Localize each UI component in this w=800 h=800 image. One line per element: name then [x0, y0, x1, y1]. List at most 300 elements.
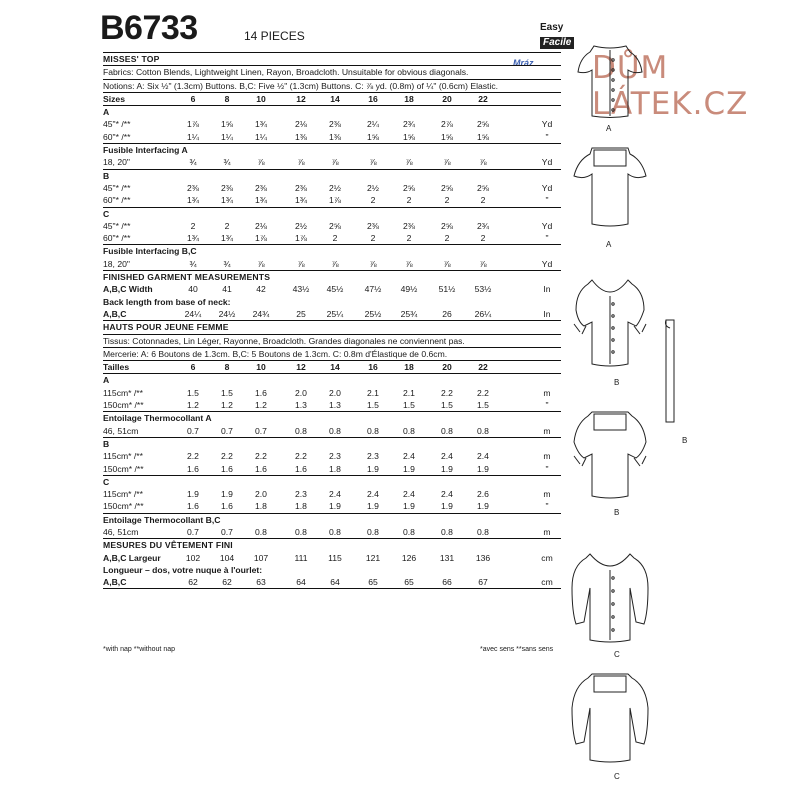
chart-line — [103, 564, 561, 576]
size-cell: 40 — [188, 284, 198, 295]
size-cell: 1.9 — [477, 463, 489, 474]
line-label: 60"* /** — [103, 233, 131, 244]
size-cell: 1.9 — [403, 501, 415, 512]
size-cell: 0.8 — [367, 425, 379, 436]
size-cell: 18 — [404, 362, 414, 373]
size-cell: 1.8 — [329, 463, 341, 474]
line-label: 45"* /** — [103, 119, 131, 130]
line-label: 45"* /** — [103, 220, 131, 231]
size-cell: 1.6 — [255, 463, 267, 474]
size-cell: 2⅝ — [441, 220, 453, 231]
chart-line — [103, 526, 561, 539]
line-label: Notions: A: Six ½" (1.3cm) Buttons. B,C: Five ½" (1.3cm) Buttons. C: ⅞ yd. (0.8m) of ¼" (0.6cm) Elastic. — [103, 80, 499, 91]
size-cell: 1.9 — [367, 463, 379, 474]
size-cell: 67 — [478, 577, 488, 588]
chart-line — [103, 296, 561, 308]
line-label: A,B,C Largeur — [103, 552, 161, 563]
line-label: Mercerie: A: 6 Boutons de 1.3cm. B,C: 5 Boutons de 1.3cm. C: 0.8m d'Élastique de 0.6cm. — [103, 348, 448, 359]
line-label: Back length from base of neck: — [103, 296, 231, 307]
size-cell: 41 — [222, 284, 232, 295]
size-cell: 22 — [478, 93, 488, 104]
size-cell: 2.0 — [329, 387, 341, 398]
size-cell: 1⅝ — [367, 131, 379, 142]
view-b-front-illustration — [570, 274, 650, 374]
line-label: C — [103, 476, 110, 487]
size-cell: 1⅜ — [295, 131, 307, 142]
pattern-code: B6733 — [100, 9, 198, 47]
view-c-front-illustration — [568, 548, 652, 648]
size-cell: 2.4 — [477, 451, 489, 462]
size-cell: ⅞ — [443, 258, 451, 269]
line-label: 150cm* /** — [103, 463, 144, 474]
size-cell: 0.7 — [187, 526, 199, 537]
size-cell: 1.2 — [255, 400, 267, 411]
size-cell: 2.3 — [295, 489, 307, 500]
size-cell: 14 — [330, 93, 340, 104]
size-cell: 20 — [442, 362, 452, 373]
unit-cell: " — [545, 463, 549, 474]
size-cell: 0.8 — [477, 526, 489, 537]
chart-line — [103, 425, 561, 438]
line-label: 115cm* /** — [103, 451, 143, 462]
size-cell: 26¼ — [474, 308, 492, 319]
size-cell: 8 — [224, 362, 230, 373]
size-cell: 66 — [442, 577, 452, 588]
footnote-fr: *avec sens **sans sens — [480, 646, 554, 653]
size-cell: 1¼ — [255, 131, 267, 142]
size-cell: 2.0 — [295, 387, 307, 398]
size-cell: 16 — [368, 362, 378, 373]
size-cell: ⅞ — [443, 157, 451, 168]
size-cell: 2 — [406, 233, 412, 244]
size-cell: 1.9 — [477, 501, 489, 512]
size-cell: 1.5 — [403, 400, 415, 411]
chart-line — [103, 308, 561, 321]
unit-cell: Yd — [541, 220, 553, 231]
chart-line — [103, 321, 561, 334]
size-cell: 1⅝ — [441, 131, 453, 142]
size-cell: 131 — [439, 552, 455, 563]
line-label: 46, 51cm — [103, 425, 139, 436]
view-label-c-front: C — [614, 650, 620, 659]
size-cell: 102 — [185, 552, 201, 563]
chart-line — [103, 552, 561, 564]
chart-line — [103, 220, 561, 232]
line-label: 150cm* /** — [103, 400, 144, 411]
size-cell: 2.2 — [187, 451, 199, 462]
size-cell: 6 — [190, 362, 196, 373]
line-label: 18, 20" — [103, 258, 130, 269]
size-cell: 0.8 — [295, 526, 307, 537]
size-cell: 2⅛ — [295, 119, 307, 130]
unit-cell: m — [543, 451, 551, 462]
size-cell: 1¾ — [255, 119, 267, 130]
size-cell: 2⅜ — [295, 182, 307, 193]
size-cell: 25¾ — [400, 308, 418, 319]
size-cell: 1¼ — [187, 131, 199, 142]
size-cell: 1.2 — [221, 400, 233, 411]
size-cell: ¾ — [223, 258, 231, 269]
size-cell: 10 — [256, 362, 266, 373]
size-cell: 0.7 — [221, 526, 233, 537]
view-a-front-illustration — [568, 142, 652, 232]
size-cell: 0.8 — [367, 526, 379, 537]
size-cell: 51½ — [438, 284, 456, 295]
unit-cell: Yd — [541, 258, 553, 269]
size-cell: ⅞ — [405, 258, 413, 269]
size-cell: 2¾ — [477, 220, 489, 231]
size-cell: 1⅞ — [187, 119, 199, 130]
line-label: Fabrics: Cotton Blends, Lightweight Linen, Rayon, Broadcloth. Unsuitable for obvious diagonals. — [103, 67, 469, 78]
size-cell: 62 — [222, 577, 232, 588]
line-label: A,B,C — [103, 577, 127, 588]
size-cell: 0.8 — [329, 425, 341, 436]
chart-line — [103, 232, 561, 245]
size-cell: 1.8 — [255, 501, 267, 512]
size-cell: 2.4 — [329, 489, 341, 500]
line-label: Fusible Interfacing A — [103, 145, 188, 156]
size-cell: 2¼ — [367, 119, 379, 130]
chart-line — [103, 412, 561, 424]
chart-line — [103, 106, 561, 118]
chart-line — [103, 144, 561, 156]
size-cell: 2.0 — [255, 489, 267, 500]
size-cell: 1.9 — [367, 501, 379, 512]
size-cell: 2⅝ — [403, 182, 415, 193]
size-cell: 2⅜ — [221, 182, 233, 193]
view-c-back-illustration — [568, 668, 652, 768]
size-cell: 1⅞ — [295, 233, 307, 244]
size-cell: 24¾ — [252, 308, 270, 319]
tie-belt-illustration — [660, 318, 694, 430]
size-cell: 2¾ — [403, 119, 415, 130]
unit-cell: m — [543, 387, 551, 398]
line-label: MESURES DU VÊTEMENT FINI — [103, 540, 233, 551]
size-cell: 1¾ — [221, 195, 233, 206]
chart-line — [103, 271, 561, 283]
unit-cell: m — [543, 526, 551, 537]
size-cell: 18 — [404, 93, 414, 104]
footnote-en: *with nap **without nap — [103, 646, 175, 653]
size-cell: 16 — [368, 93, 378, 104]
size-cell: 1.6 — [187, 463, 199, 474]
line-label: FINISHED GARMENT MEASUREMENTS — [103, 272, 271, 283]
size-cell: 2.4 — [441, 451, 453, 462]
size-cell: 0.7 — [187, 425, 199, 436]
size-cell: 20 — [442, 93, 452, 104]
chart-line — [103, 348, 561, 361]
line-label: A — [103, 375, 110, 386]
size-cell: 47½ — [364, 284, 382, 295]
size-cell: 2 — [444, 195, 450, 206]
line-label: 115cm* /** — [103, 387, 143, 398]
size-cell: 2.4 — [441, 489, 453, 500]
size-cell: 2⅜ — [367, 220, 379, 231]
size-cell: 24½ — [218, 308, 236, 319]
difficulty-fr: Facile — [540, 37, 574, 49]
line-label: Sizes — [103, 93, 125, 104]
size-cell: 64 — [296, 577, 306, 588]
size-cell: 1.9 — [329, 501, 341, 512]
size-cell: 1.6 — [221, 501, 233, 512]
chart-line — [103, 52, 561, 66]
chart-line — [103, 156, 561, 169]
view-label-b-belt: B — [682, 436, 688, 445]
chart-line — [103, 476, 561, 488]
size-cell: 45½ — [326, 284, 344, 295]
chart-line — [103, 208, 561, 220]
line-label: Tissus: Cotonnades, Lin Léger, Rayonne, Broadcloth. Grandes diagonales ne conviennent pas. — [103, 335, 465, 346]
size-cell: 2½ — [295, 220, 307, 231]
view-label-c-back: C — [614, 772, 620, 781]
size-cell: 62 — [188, 577, 198, 588]
size-cell: 10 — [256, 93, 266, 104]
size-cell: 0.8 — [255, 526, 267, 537]
size-cell: 2.6 — [477, 489, 489, 500]
unit-cell: Yd — [541, 182, 553, 193]
size-cell: 2½ — [329, 182, 341, 193]
chart-line — [103, 438, 561, 450]
size-cell: 1.3 — [295, 400, 307, 411]
chart-line — [103, 500, 561, 513]
size-cell: 25¼ — [326, 308, 344, 319]
size-cell: 1.2 — [187, 400, 199, 411]
size-cell: 2.2 — [441, 387, 453, 398]
unit-cell: m — [543, 489, 551, 500]
line-label: Entoilage Thermocollant B,C — [103, 514, 221, 525]
size-cell: 1¾ — [221, 233, 233, 244]
chart-line — [103, 361, 561, 374]
size-cell: 26 — [442, 308, 452, 319]
chart-line — [103, 283, 561, 295]
size-cell: 1.9 — [441, 501, 453, 512]
size-cell: 1⅞ — [329, 195, 341, 206]
size-cell: 1.9 — [441, 463, 453, 474]
size-cell: 2⅜ — [187, 182, 199, 193]
size-cell: 2 — [444, 233, 450, 244]
view-label-b-back: B — [614, 508, 620, 517]
line-label: Fusible Interfacing B,C — [103, 246, 197, 257]
size-cell: 65 — [404, 577, 414, 588]
size-cell: 65 — [368, 577, 378, 588]
size-cell: 0.8 — [403, 425, 415, 436]
line-label: 60"* /** — [103, 195, 131, 206]
size-cell: ⅞ — [257, 258, 265, 269]
size-cell: 1¼ — [221, 131, 233, 142]
chart-line — [103, 182, 561, 194]
view-label-a-front: A — [606, 240, 612, 249]
watermark-brand: DŮM LÁTEK.CZ — [592, 50, 749, 122]
size-cell: 1⅜ — [329, 131, 341, 142]
size-cell: 2.2 — [295, 451, 307, 462]
line-label: A,B,C Width — [103, 284, 153, 295]
size-cell: 2.1 — [367, 387, 379, 398]
size-cell: 2.4 — [403, 489, 415, 500]
size-cell: 2⅝ — [329, 220, 341, 231]
line-label: B — [103, 438, 110, 449]
size-cell: 2 — [224, 220, 230, 231]
size-cell: 1⅞ — [255, 233, 267, 244]
size-cell: 49½ — [400, 284, 418, 295]
size-cell: 8 — [224, 93, 230, 104]
line-label: 115cm* /** — [103, 489, 143, 500]
chart-line — [103, 245, 561, 257]
size-cell: 64 — [330, 577, 340, 588]
view-a-back-illustration — [570, 38, 650, 123]
size-cell: ¾ — [189, 258, 197, 269]
size-cell: ⅞ — [297, 258, 305, 269]
chart-line — [103, 335, 561, 348]
size-cell: 107 — [253, 552, 269, 563]
size-cell: 2⅜ — [329, 119, 341, 130]
size-cell: ⅞ — [297, 157, 305, 168]
unit-cell: " — [545, 233, 549, 244]
unit-cell: " — [545, 195, 549, 206]
size-cell: 2.2 — [255, 451, 267, 462]
unit-cell: Yd — [541, 157, 553, 168]
chart-line — [103, 194, 561, 207]
line-label: Entoilage Thermocollant A — [103, 413, 212, 424]
size-cell: 115 — [328, 552, 342, 563]
watermark-small: Mráz — [513, 58, 534, 68]
chart-line — [103, 576, 561, 589]
size-cell: 12 — [296, 93, 306, 104]
size-cell: 2.2 — [477, 387, 489, 398]
size-cell: 25 — [296, 308, 306, 319]
line-label: 150cm* /** — [103, 501, 144, 512]
size-cell: 1⅝ — [477, 131, 489, 142]
unit-cell: " — [545, 501, 549, 512]
chart-line — [103, 66, 561, 79]
size-cell: 1¾ — [295, 195, 307, 206]
size-cell: 2 — [332, 233, 338, 244]
size-cell: ⅞ — [479, 157, 487, 168]
pieces-count: 14 PIECES — [244, 29, 305, 43]
line-label: A — [103, 107, 110, 118]
size-cell: 12 — [296, 362, 306, 373]
size-cell: 126 — [401, 552, 417, 563]
size-cell: 2⅝ — [441, 182, 453, 193]
chart-line — [103, 539, 561, 551]
size-cell: 2.2 — [221, 451, 233, 462]
size-cell: 0.8 — [441, 425, 453, 436]
size-cell: 22 — [478, 362, 488, 373]
size-cell: 2⅜ — [403, 220, 415, 231]
unit-cell: cm — [541, 577, 553, 588]
unit-cell: Yd — [541, 119, 553, 130]
line-label: HAUTS POUR JEUNE FEMME — [103, 322, 229, 333]
chart-line — [103, 514, 561, 526]
size-cell: 42 — [256, 284, 266, 295]
size-cell: ¾ — [189, 157, 197, 168]
size-cell: 43½ — [292, 284, 310, 295]
size-cell: ⅞ — [369, 157, 377, 168]
chart-line — [103, 387, 561, 399]
size-cell: 1¾ — [255, 195, 267, 206]
line-label: Longueur – dos, votre nuque à l'ourlet: — [103, 564, 263, 575]
line-label: B — [103, 170, 110, 181]
size-cell: ⅞ — [331, 258, 339, 269]
view-b-back-illustration — [568, 406, 652, 506]
size-cell: 1.9 — [403, 463, 415, 474]
size-cell: 1.6 — [295, 463, 307, 474]
line-label: C — [103, 208, 110, 219]
size-cell: 1¾ — [187, 195, 199, 206]
size-cell: 1.5 — [441, 400, 453, 411]
size-cell: ⅞ — [479, 258, 487, 269]
size-cell: 104 — [219, 552, 235, 563]
size-cell: 0.8 — [295, 425, 307, 436]
chart-line — [103, 463, 561, 476]
size-cell: 0.8 — [477, 425, 489, 436]
unit-cell: " — [545, 131, 549, 142]
size-cell: 1.3 — [329, 400, 341, 411]
unit-cell: " — [545, 400, 549, 411]
size-chart — [103, 52, 561, 589]
size-cell: 2⅜ — [255, 182, 267, 193]
line-label: MISSES' TOP — [103, 54, 160, 64]
line-label: Tailles — [103, 362, 130, 373]
size-cell: 1.6 — [187, 501, 199, 512]
unit-cell: cm — [541, 552, 553, 563]
size-cell: ⅞ — [369, 258, 377, 269]
size-cell: 1.5 — [367, 400, 379, 411]
chart-line — [103, 118, 561, 130]
size-cell: 2½ — [367, 182, 379, 193]
view-label-a-back: A — [606, 124, 612, 133]
chart-line — [103, 258, 561, 271]
line-label: A,B,C — [103, 308, 127, 319]
size-cell: 2 — [370, 233, 376, 244]
size-cell: 14 — [330, 362, 340, 373]
size-cell: 1.8 — [295, 501, 307, 512]
size-cell: 1.5 — [187, 387, 199, 398]
size-cell: 0.8 — [329, 526, 341, 537]
size-cell: 2⅝ — [477, 119, 489, 130]
size-cell: 2 — [480, 233, 486, 244]
unit-cell: m — [543, 425, 551, 436]
size-cell: 24¼ — [184, 308, 202, 319]
chart-line — [103, 170, 561, 182]
size-cell: 2⅝ — [477, 182, 489, 193]
size-cell: ⅞ — [257, 157, 265, 168]
size-cell: 1.5 — [221, 387, 233, 398]
chart-line — [103, 374, 561, 386]
size-cell: ¾ — [223, 157, 231, 168]
chart-line — [103, 399, 561, 412]
size-cell: 136 — [475, 552, 491, 563]
size-cell: 2.4 — [403, 451, 415, 462]
size-cell: 53½ — [474, 284, 492, 295]
size-cell: 1.9 — [187, 489, 199, 500]
size-cell: 2 — [480, 195, 486, 206]
size-cell: 1.6 — [255, 387, 267, 398]
line-label: 60"* /** — [103, 131, 131, 142]
size-cell: 121 — [365, 552, 381, 563]
size-cell: 1.9 — [221, 489, 233, 500]
chart-line — [103, 80, 561, 93]
size-cell: 2.3 — [367, 451, 379, 462]
line-label: 46, 51cm — [103, 526, 139, 537]
size-cell: 0.8 — [441, 526, 453, 537]
size-cell: 1⅝ — [403, 131, 415, 142]
size-cell: 25½ — [364, 308, 382, 319]
difficulty-en: Easy — [540, 22, 564, 33]
line-label: 18, 20" — [103, 157, 130, 168]
size-cell: 2 — [190, 220, 196, 231]
chart-line — [103, 488, 561, 500]
size-cell: ⅞ — [405, 157, 413, 168]
